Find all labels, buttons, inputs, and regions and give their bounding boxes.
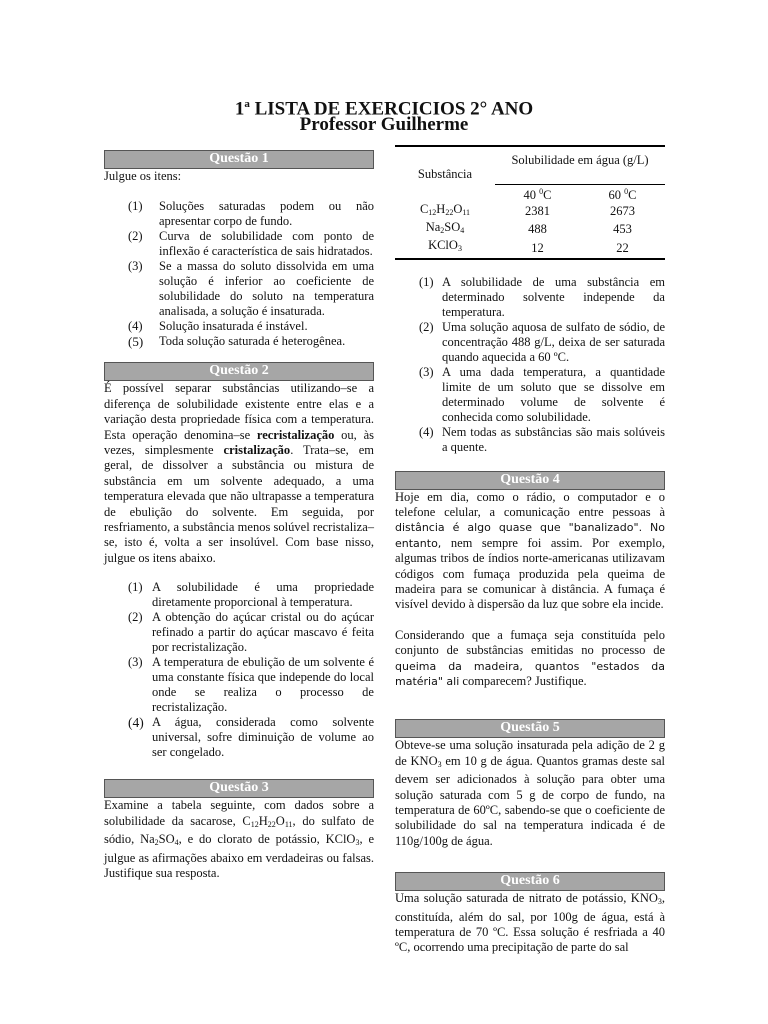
list-item: (1) A solubilidade é uma propriedade diretamente proporcional à temperatura. <box>128 580 374 610</box>
list-item: (3) A uma dada temperatura, a quantidade limite de um soluto que se dissolve em determinado volume de solvente é conhecida como solubilidade. <box>419 364 665 424</box>
question-3-heading: Questão 3 <box>104 779 374 798</box>
question-1-intro: Julgue os itens: <box>104 169 182 183</box>
table-row: $C_{12}H_{22}O_{11}$ 2381 2673 <box>419 201 635 218</box>
question-2-text: É possível separar substâncias utilizando–se a diferença de solubilidade existente entre elas e a variação desta propriedade física com a temperatura. Esta operação denomina–se recristalização ou, às vezes, simplesmente cristalização. Trata–se, em geral, de dissolver a substância ou mistura de substância em um solvente adequado, a uma temperatura elevada que não ultrapasse a temperatura de ebulição do solvente. Em seguida, por resfriamento, a substância menos solúvel recristaliza–se, isto é, volta a ser insolúvel. Com base nisso, julgue os itens abaixo. <box>104 381 374 565</box>
right-column <box>395 145 665 956</box>
question-2-items <box>128 580 374 760</box>
question-5-text: Obteve-se uma solução insaturada pela adição de 2 g de $KNO_3$ em 10 g de água. Quantos gramas deste sal devem ser adicionados à solução para obter uma solução saturada com 5 g de corpo de fundo, na temperatura de 60ºC, sabendo-se que o coeficiente de solubilidade do sal na temperatura indicada é de 110g/100g de água. <box>395 738 665 848</box>
list-item: (2) Uma solução aquosa de sulfato de sódio, de concentração 488 g/L, deixa de ser saturada quando aquecida a 60 ºC. <box>419 319 665 364</box>
table-row: KClO$_3$ 12 22 <box>395 238 665 259</box>
table-temp-60: 60 $^0$C <box>580 184 665 202</box>
question-1-items <box>128 199 374 349</box>
list-item: (1) Soluções saturadas podem ou não apresentar corpo de fundo. <box>128 199 374 229</box>
question-6-text: Uma solução saturada de nitrato de potássio, $KNO_3$, constituída, além do sal, por 100g de água, está à temperatura de 70 ºC. Essa solução é resfriada a 40 ºC, ocorrendo uma precipitação de parte do sal <box>395 891 665 955</box>
list-item: (4) A água, considerada como solvente universal, sofre diminuição de volume ao ser congelado. <box>128 715 374 760</box>
list-item: (3) Se a massa do soluto dissolvida em uma solução é inferior ao coeficiente de solubilidade do soluto na temperatura analisada, a solução é insaturada. <box>128 259 374 319</box>
left-column <box>104 150 374 881</box>
question-6-heading: Questão 6 <box>395 872 665 891</box>
list-item: (1) A solubilidade de uma substância em determinado solvente independe da temperatura. <box>419 274 665 319</box>
question-3-items <box>419 275 665 455</box>
table-temp-40: 40 $^0$C <box>495 184 580 202</box>
page-subtitle: Professor Guilherme <box>299 114 469 135</box>
list-item: (2) A obtenção do açúcar cristal ou do açúcar refinado a partir do açúcar mascavo é feita por recristalização. <box>128 610 374 655</box>
solubility-table <box>395 145 665 260</box>
page-title: 1$^a$ LISTA DE EXERCICIOS 2° ANO <box>234 98 534 120</box>
question-4-heading: Questão 4 <box>395 471 665 490</box>
list-item: (2) Curva de solubilidade com ponto de inflexão é característica de sais hidratados. <box>128 229 374 259</box>
question-5-heading: Questão 5 <box>395 719 665 738</box>
list-item: (4) Solução insaturada é instável. <box>128 319 308 334</box>
question-4-question: Considerando que a fumaça seja constituída pelo conjunto de substâncias emitidas no processo de queima da madeira, quantos "estados da matéria" ali comparecem? Justifique. <box>395 627 665 688</box>
table-column-header: Solubilidade em água (g/L) <box>511 153 649 167</box>
list-item: (3) A temperatura de ebulição de um solvente é uma constante física que independe do local onde se realiza o processo de recristalização. <box>128 655 374 715</box>
list-item: (5) Toda solução saturada é heterogênea. <box>128 334 346 350</box>
list-item: (4) Nem todas as substâncias são mais solúveis a quente. <box>419 424 665 454</box>
table-row: $Na_2SO_4$ 488 453 <box>425 219 632 236</box>
question-3-text: Examine a tabela seguinte, com dados sobre a solubilidade da sacarose, $C_{12}H_{22}O_{11}$, do sulfato de sódio, $Na_2SO_4$, e do clorato de potássio, KClO$_3$, e julgue as afirmações abaixo em verdadeiras ou falsas. Justifique sua resposta. <box>104 798 374 880</box>
question-1-heading: Questão 1 <box>104 150 374 169</box>
table-row-header: Substância <box>417 167 473 181</box>
question-2-heading: Questão 2 <box>104 362 374 381</box>
question-4-text: Hoje em dia, como o rádio, o computador e o telefone celular, a comunicação entre pessoas à distância é algo quase que "banalizado". No entanto, nem sempre foi assim. Por exemplo, algumas tribos de índios norte-americanas utilizavam códigos com fumaça produzida pela queima de madeira para se comunicar à distância. A fumaça é visível devido à dispersão da luz que sobre ela incide. <box>395 489 665 612</box>
